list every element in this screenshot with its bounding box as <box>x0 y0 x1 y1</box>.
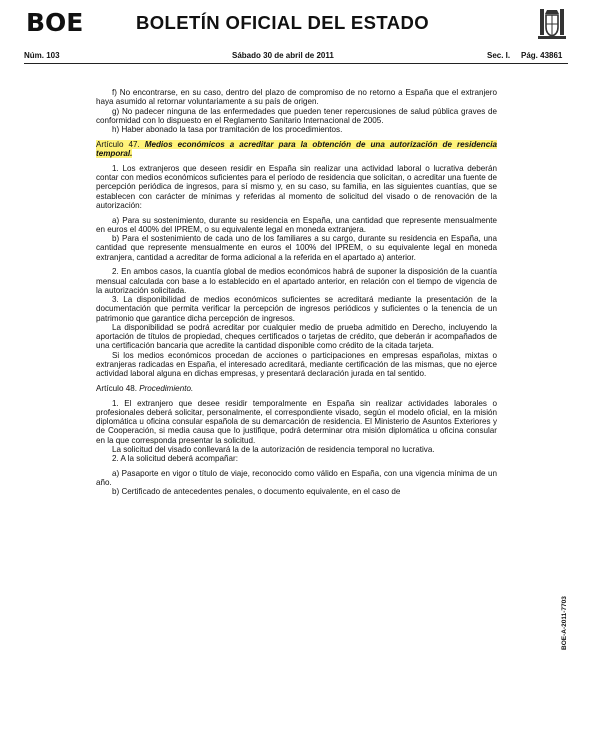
paragraph: 2. A la solicitud deberá acompañar: <box>112 454 238 463</box>
paragraph: g) No padecer ninguna de las enfermedades que pueden tener repercusiones de salud pública graves de conformidad con lo dispuesto en el Reglamento Sanitario Internacional de 2005. <box>96 106 497 125</box>
header-rule <box>24 63 568 64</box>
paragraph: 2. En ambos casos, la cuantía global de medios económicos habrá de suponer la disposición de la cuantía mensual calculada con base a lo establecido en el apartado anterior, en relación con el tiempo de vigencia de la autorización solicitada. <box>96 267 497 295</box>
paragraph: 3. La disponibilidad de medios económicos suficientes se acreditará mediante la presentación de la documentación que permita verificar la percepción de ingresos periódicos y suficientes o la tenencia de un patrimonio que garantice dicha percepción de ingresos. <box>96 295 497 323</box>
document-body <box>96 88 497 497</box>
article-48-title: Procedimiento. <box>139 383 194 393</box>
paragraph: a) Para su sostenimiento, durante su residencia en España, una cantidad que represente mensualmente en euros el 400% del IPREM, o su equivalente legal en moneda extranjera. <box>96 215 497 234</box>
coat-of-arms-icon <box>537 6 567 42</box>
paragraph: 1. Los extranjeros que deseen residir en España sin realizar una actividad laboral o lucrativa deberán contar con medios económicos suficientes para el período de residencia que solicitan, o acreditar una fuente de percepción periódica de ingresos, para sí mismo y, en su caso, su familia, en las siguientes cuantías, que se establecen con carácter de mínimas y referidas al momento de solicitud del visado o de renovación de la autorización: <box>96 163 497 210</box>
paragraph: b) Certificado de antecedentes penales, o documento equivalente, en el caso de <box>112 487 401 497</box>
issue-date: Sábado 30 de abril de 2011 <box>232 51 334 60</box>
article-48-label: Artículo 48. <box>96 383 137 393</box>
paragraph: La solicitud del visado conllevará la de la autorización de residencia temporal no lucrativa. <box>112 444 435 454</box>
document-reference-code: BOE-A-2011-7703 <box>561 596 568 650</box>
section-label: Sec. I. <box>487 51 511 60</box>
paragraph: h) Haber abonado la tasa por tramitación de los procedimientos. <box>112 125 343 134</box>
paragraph: 1. El extranjero que desee residir temporalmente en España sin realizar actividades laborales o profesionales deberá solicitar, personalmente, el correspondiente visado, según el modelo oficial, en la misión diplomática u oficina consular española de su demarcación de residencia. El Ministerio de Asuntos Exteriores y de Cooperación, si media causa que lo justifique, podrá determinar otra misión diplomática u oficina consular en la que corresponda presentar la solicitud. <box>96 398 497 445</box>
article-48-heading <box>96 384 497 393</box>
paragraph: a) Pasaporte en vigor o título de viaje, reconocido como válido en España, con una vigencia mínima de un año. <box>96 468 497 487</box>
article-47-label: Artículo 47. <box>96 139 140 149</box>
paragraph: b) Para el sostenimiento de cada uno de los familiares a su cargo, durante su residencia en España, una cantidad que represente mensualmente en euros el 100% del IPREM, o su equivalente legal en moneda extranjera, cantidad a acreditar de forma adicional a la referida en el apartado a) anterior. <box>96 234 497 262</box>
page-bottom-fade <box>0 738 589 750</box>
paragraph: f) No encontrarse, en su caso, dentro del plazo de compromiso de no retorno a España que el extranjero haya asumido al retornar voluntariamente a su país de origen. <box>96 88 497 107</box>
boe-logo: BOE <box>26 8 84 37</box>
paragraph: Si los medios económicos procedan de acciones o participaciones en empresas españolas, mixtas o extranjeras radicadas en España, el interesado acreditará, mediante certificación de las mismas, que no ejerce actividad laboral alguna en dichas empresas, y presentará declaración jurada en tal sentido. <box>96 350 497 378</box>
paragraph: La disponibilidad se podrá acreditar por cualquier medio de prueba admitido en Derecho, incluyendo la aportación de títulos de propiedad, cheques certificados o tarjetas de crédito, que deberán ir acompañados de una certificación bancaria que acredite la cantidad disponible como crédito de la citada tarjeta. <box>96 322 497 351</box>
issue-number: Núm. 103 <box>24 51 60 60</box>
article-47-heading <box>96 140 497 159</box>
gazette-title: BOLETÍN OFICIAL DEL ESTADO <box>136 12 430 33</box>
page-header <box>0 0 589 48</box>
article-47-title: Medios económicos a acreditar para la obtención de una autorización de residencia temporal. <box>96 139 497 158</box>
page-number: Pág. 43861 <box>521 51 563 60</box>
